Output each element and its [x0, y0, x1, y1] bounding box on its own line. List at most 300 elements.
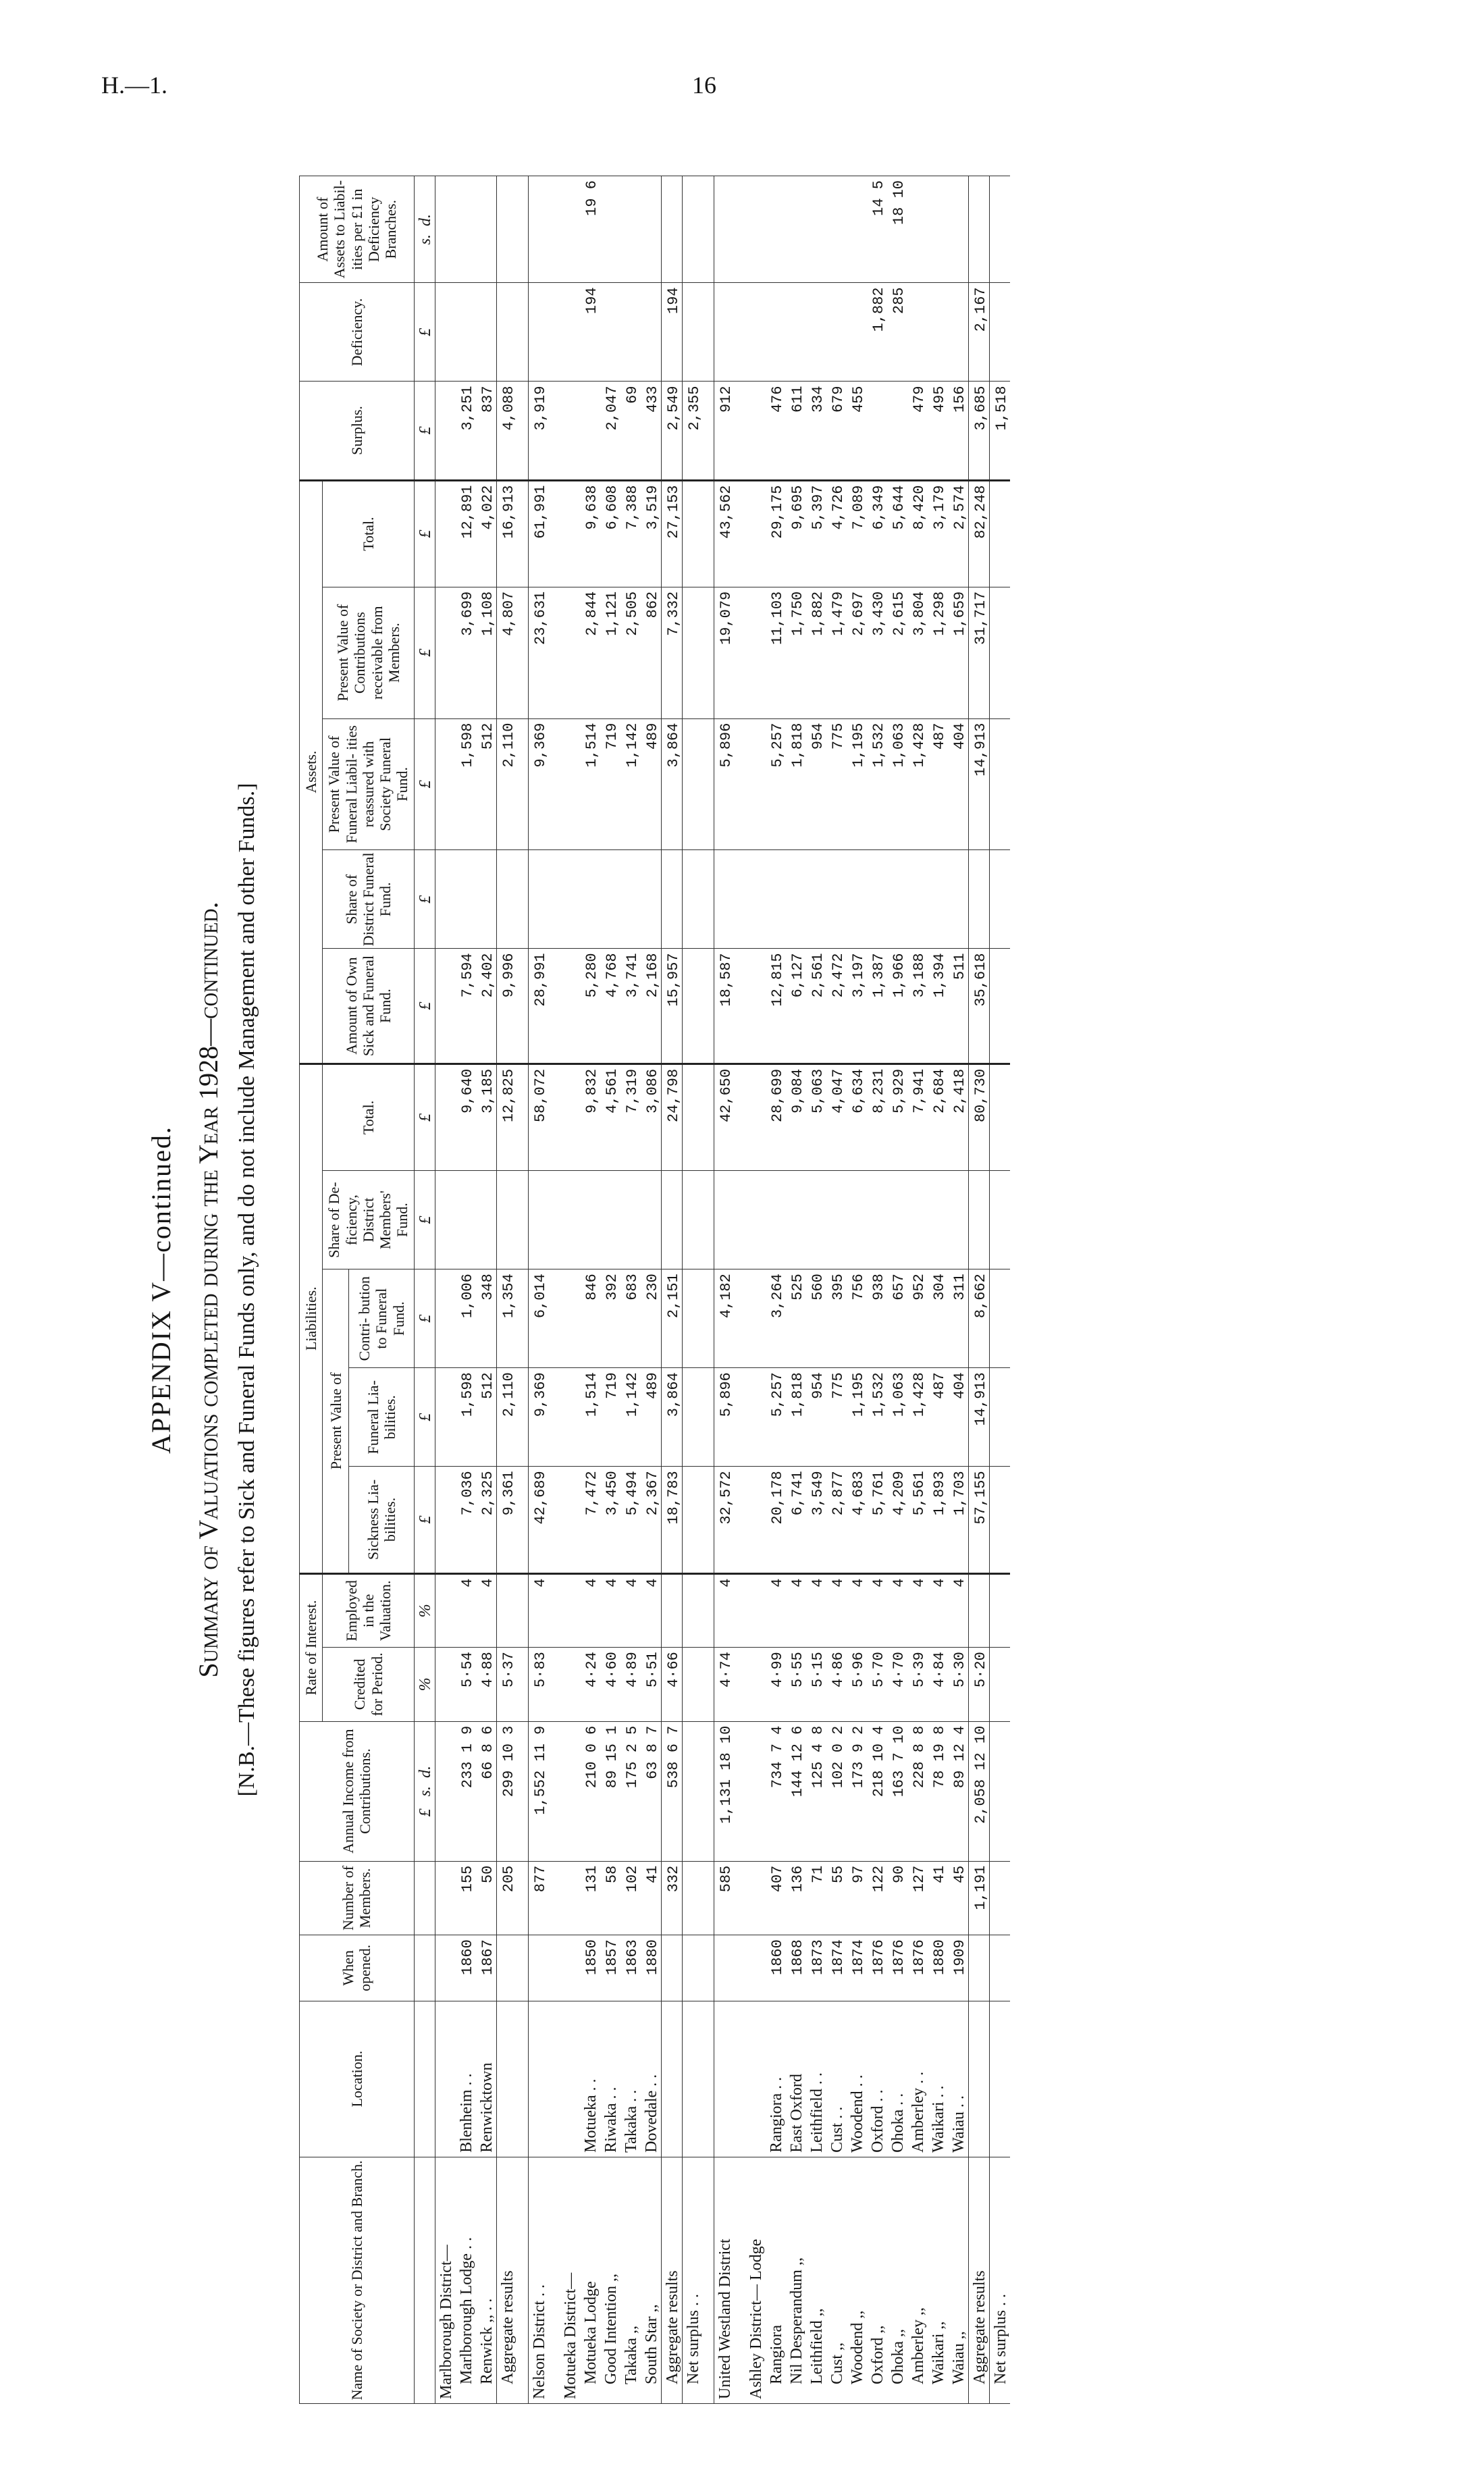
row-rate-employed: 4 — [928, 1573, 948, 1648]
col-funeral: Funeral Lia- bilities. — [349, 1368, 415, 1467]
row-surplus: 611 — [786, 382, 806, 480]
row-sickness: 5,761 — [867, 1467, 887, 1573]
spacer-cell — [549, 1368, 560, 1467]
spacer-cell — [703, 176, 714, 283]
spacer-cell — [549, 2001, 560, 2157]
row-members — [989, 1861, 1010, 1935]
row-rate-employed: 4 — [476, 1573, 497, 1648]
spacer-cell — [735, 382, 745, 480]
col-surplus: Surplus. — [300, 382, 415, 480]
row-pv-contrib: 3,699 — [456, 587, 476, 718]
row-assets-total: 5,397 — [806, 480, 826, 587]
unit-pound: £ — [414, 382, 435, 480]
row-rate-employed — [661, 1573, 682, 1648]
row-liab-total: 28,699 — [766, 1064, 786, 1170]
row-amount-funds: 3,741 — [620, 949, 641, 1064]
row-pv-contrib: 1,298 — [928, 587, 948, 718]
row-members: 407 — [766, 1861, 786, 1935]
row-share-deficiency — [907, 1171, 928, 1269]
row-pv-contrib: 3,430 — [867, 587, 887, 718]
row-surplus: 837 — [476, 382, 497, 480]
row-surplus: 433 — [641, 382, 662, 480]
row-sickness: 32,572 — [714, 1467, 735, 1573]
district-heading: Motueka District— — [560, 2157, 580, 2403]
row-rate-credited: 4·99 — [766, 1648, 786, 1722]
col-pv-funeral-assets: Present Value of Funeral Liabil- ities reassured with Society Funeral Fund. — [323, 718, 414, 850]
row-sickness: 18,783 — [661, 1467, 682, 1573]
row-deficiency-per-pound — [682, 176, 703, 283]
row-deficiency-per-pound — [620, 176, 641, 283]
empty-cell — [560, 1064, 580, 1170]
row-surplus: 3,251 — [456, 382, 476, 480]
district-heading-row — [745, 176, 766, 2404]
row-funeral: 1,514 — [580, 1368, 600, 1467]
row-funeral: 2,110 — [496, 1368, 517, 1467]
row-funeral: 9,369 — [528, 1368, 549, 1467]
row-pv-funeral: 1,532 — [867, 718, 887, 850]
table-row — [766, 176, 786, 2404]
spacer-cell — [517, 718, 529, 850]
row-liab-total: 5,929 — [887, 1064, 907, 1170]
empty-cell — [560, 949, 580, 1064]
table-row — [847, 176, 867, 2404]
row-deficiency-per-pound — [714, 176, 735, 283]
row-amount-funds: 15,957 — [661, 949, 682, 1064]
table-row — [887, 176, 907, 2404]
row-pv-funeral: 1,195 — [847, 718, 867, 850]
unit-pound: £ — [414, 480, 435, 587]
row-rate-employed: 4 — [867, 1573, 887, 1648]
spacer-cell — [549, 850, 560, 949]
row-income: 233 1 9 — [456, 1721, 476, 1861]
spacer-cell — [703, 1368, 714, 1467]
row-deficiency: 194 — [661, 283, 682, 382]
row-sickness: 1,893 — [928, 1467, 948, 1573]
row-deficiency — [528, 283, 549, 382]
row-sickness: 57,155 — [968, 1467, 989, 1573]
row-amount-funds: 2,168 — [641, 949, 662, 1064]
col-rate: Rate of Interest. — [300, 1573, 323, 1721]
row-rate-employed: 4 — [714, 1573, 735, 1648]
row-surplus: 3,685 — [968, 382, 989, 480]
row-liab-total: 42,650 — [714, 1064, 735, 1170]
row-location — [661, 2001, 682, 2157]
row-share-deficiency — [528, 1171, 549, 1269]
col-share-deficiency: Share of De- ficiency, District Members' Fund. — [323, 1171, 414, 1269]
row-location — [496, 2001, 517, 2157]
row-members: 332 — [661, 1861, 682, 1935]
row-rate-employed — [496, 1573, 517, 1648]
row-opened — [968, 1935, 989, 2001]
district-heading-row — [435, 176, 456, 2404]
row-members: 41 — [641, 1861, 662, 1935]
row-share-deficiency — [948, 1171, 969, 1269]
spacer-row — [703, 176, 714, 2404]
row-deficiency — [806, 283, 826, 382]
col-sickness: Sickness Lia- bilities. — [349, 1467, 415, 1573]
spacer-cell — [735, 480, 745, 587]
unit-sd: s. d. — [414, 176, 435, 283]
empty-cell — [745, 176, 766, 283]
unit-pound: £ — [414, 1171, 435, 1269]
spacer-cell — [549, 1064, 560, 1170]
row-pv-contrib: 1,750 — [786, 587, 806, 718]
spacer-cell — [549, 1573, 560, 1648]
row-deficiency — [948, 283, 969, 382]
row-name: Amberley ,, — [907, 2157, 928, 2403]
row-name: Aggregate results — [496, 2157, 517, 2403]
row-opened: 1876 — [907, 1935, 928, 2001]
row-surplus: 679 — [826, 382, 847, 480]
spacer-cell — [703, 2157, 714, 2403]
row-deficiency — [682, 283, 703, 382]
row-rate-credited: 5·15 — [806, 1648, 826, 1722]
spacer-cell — [703, 949, 714, 1064]
row-amount-funds: 3,197 — [847, 949, 867, 1064]
row-income: 734 7 4 — [766, 1721, 786, 1861]
spacer-cell — [735, 1935, 745, 2001]
row-location: Waiau . . — [948, 2001, 969, 2157]
row-deficiency-per-pound — [496, 176, 517, 283]
row-surplus — [867, 382, 887, 480]
row-funeral: 719 — [600, 1368, 620, 1467]
row-surplus: 476 — [766, 382, 786, 480]
row-amount-funds: 12,815 — [766, 949, 786, 1064]
row-deficiency: 194 — [580, 283, 600, 382]
spacer-cell — [735, 1064, 745, 1170]
row-sickness: 7,472 — [580, 1467, 600, 1573]
row-surplus: 2,047 — [600, 382, 620, 480]
row-deficiency — [600, 283, 620, 382]
table-titles — [145, 176, 280, 2404]
table-row — [907, 176, 928, 2404]
row-pv-contrib: 2,615 — [887, 587, 907, 718]
row-members — [682, 1861, 703, 1935]
spacer-cell — [703, 1064, 714, 1170]
row-deficiency — [766, 283, 786, 382]
row-pv-contrib: 7,332 — [661, 587, 682, 718]
spacer-cell — [549, 2157, 560, 2403]
spacer-cell — [735, 949, 745, 1064]
row-amount-funds — [989, 949, 1010, 1064]
row-contribution: 657 — [887, 1269, 907, 1368]
unit-pound: £ — [414, 949, 435, 1064]
row-opened: 1860 — [766, 1935, 786, 2001]
spacer-cell — [549, 1935, 560, 2001]
col-pv-contrib-assets: Present Value of Contributions receivable from Members. — [323, 587, 414, 718]
row-deficiency-per-pound: 14 5 — [867, 176, 887, 283]
row-pv-contrib: 1,121 — [600, 587, 620, 718]
empty-cell — [560, 283, 580, 382]
row-share-district — [766, 850, 786, 949]
row-location: Leithfield . . — [806, 2001, 826, 2157]
row-income: 173 9 2 — [847, 1721, 867, 1861]
row-funeral: 5,257 — [766, 1368, 786, 1467]
aggregate-row — [968, 176, 989, 2404]
row-rate-employed: 4 — [580, 1573, 600, 1648]
spacer-row — [735, 176, 745, 2404]
spacer-cell — [735, 1467, 745, 1573]
col-when-opened: When opened. — [300, 1935, 415, 2001]
row-deficiency-per-pound: 18 10 — [887, 176, 907, 283]
row-income: 78 19 8 — [928, 1721, 948, 1861]
row-assets-total: 7,388 — [620, 480, 641, 587]
empty-cell — [560, 176, 580, 283]
row-sickness: 5,561 — [907, 1467, 928, 1573]
table-row — [928, 176, 948, 2404]
empty-cell — [745, 1935, 766, 2001]
row-pv-funeral: 3,864 — [661, 718, 682, 850]
empty-cell — [435, 1721, 456, 1861]
empty-cell — [435, 718, 456, 850]
empty-cell — [745, 587, 766, 718]
row-pv-funeral — [682, 718, 703, 850]
row-location: Woodend . . — [847, 2001, 867, 2157]
row-location: Renwicktown — [476, 2001, 497, 2157]
row-contribution: 683 — [620, 1269, 641, 1368]
row-deficiency — [476, 283, 497, 382]
row-location — [968, 2001, 989, 2157]
col-liabilities: Liabilities. — [300, 1064, 323, 1573]
row-pv-funeral — [989, 718, 1010, 850]
unit-pound: £ — [414, 1368, 435, 1467]
row-pv-contrib: 31,717 — [968, 587, 989, 718]
row-rate-credited: 4·24 — [580, 1648, 600, 1722]
col-amount-funds: Amount of Own Sick and Funeral Fund. — [323, 949, 414, 1064]
row-assets-total: 61,991 — [528, 480, 549, 587]
row-name: Net surplus . . — [989, 2157, 1010, 2403]
empty-cell — [435, 949, 456, 1064]
spacer-cell — [703, 1935, 714, 2001]
row-location: Waikari . . — [928, 2001, 948, 2157]
row-opened: 1857 — [600, 1935, 620, 2001]
row-location: Amberley . . — [907, 2001, 928, 2157]
rotated-table-page — [145, 176, 1374, 2404]
row-rate-employed — [682, 1573, 703, 1648]
row-liab-total: 9,084 — [786, 1064, 806, 1170]
row-share-district — [847, 850, 867, 949]
spacer-cell — [703, 1171, 714, 1269]
spacer-cell — [735, 1573, 745, 1648]
row-rate-credited: 5·51 — [641, 1648, 662, 1722]
row-pv-funeral: 9,369 — [528, 718, 549, 850]
spacer-cell — [735, 1648, 745, 1722]
empty-cell — [745, 1573, 766, 1648]
empty-cell — [560, 850, 580, 949]
unit-pound: £ — [414, 1064, 435, 1170]
row-members: 155 — [456, 1861, 476, 1935]
row-name: Takaka ,, — [620, 2157, 641, 2403]
row-rate-credited: 5·20 — [968, 1648, 989, 1722]
col-rate-credited: Credited for Period. — [323, 1648, 414, 1722]
row-share-deficiency — [867, 1171, 887, 1269]
table-row — [580, 176, 600, 2404]
empty-cell — [435, 1861, 456, 1935]
col-location: Location. — [300, 2001, 415, 2157]
row-name: Motueka Lodge — [580, 2157, 600, 2403]
spacer-cell — [735, 1171, 745, 1269]
row-share-deficiency — [928, 1171, 948, 1269]
row-share-deficiency — [887, 1171, 907, 1269]
district-heading-row — [560, 176, 580, 2404]
empty-cell — [560, 1861, 580, 1935]
row-rate-credited: 5·70 — [867, 1648, 887, 1722]
spacer-cell — [703, 1467, 714, 1573]
row-assets-total: 82,248 — [968, 480, 989, 587]
table-row — [867, 176, 887, 2404]
row-pv-funeral: 1,428 — [907, 718, 928, 850]
row-rate-credited: 5·96 — [847, 1648, 867, 1722]
empty-cell — [435, 176, 456, 283]
row-share-district — [456, 850, 476, 949]
row-surplus: 69 — [620, 382, 641, 480]
row-amount-funds: 5,280 — [580, 949, 600, 1064]
row-liab-total: 58,072 — [528, 1064, 549, 1170]
row-opened: 1874 — [826, 1935, 847, 2001]
spacer-cell — [549, 283, 560, 382]
row-sickness: 2,367 — [641, 1467, 662, 1573]
empty-cell — [745, 283, 766, 382]
row-amount-funds: 7,594 — [456, 949, 476, 1064]
row-location — [989, 2001, 1010, 2157]
row-share-district — [786, 850, 806, 949]
empty-cell — [435, 283, 456, 382]
row-rate-credited: 4·86 — [826, 1648, 847, 1722]
row-pv-contrib: 19,079 — [714, 587, 735, 718]
row-pv-funeral: 512 — [476, 718, 497, 850]
empty-cell — [745, 1861, 766, 1935]
row-rate-credited: 4·70 — [887, 1648, 907, 1722]
row-location: Motueka . . — [580, 2001, 600, 2157]
row-surplus: 495 — [928, 382, 948, 480]
row-assets-total: 12,891 — [456, 480, 476, 587]
empty-cell — [745, 1467, 766, 1573]
row-surplus: 455 — [847, 382, 867, 480]
row-assets-total: 16,913 — [496, 480, 517, 587]
row-contribution: 756 — [847, 1269, 867, 1368]
row-rate-employed: 4 — [766, 1573, 786, 1648]
row-deficiency-per-pound — [786, 176, 806, 283]
row-amount-funds: 2,472 — [826, 949, 847, 1064]
row-location: Oxford . . — [867, 2001, 887, 2157]
spacer-cell — [703, 2001, 714, 2157]
row-sickness: 4,683 — [847, 1467, 867, 1573]
empty-cell — [560, 587, 580, 718]
row-income: 163 7 10 — [887, 1721, 907, 1861]
row-deficiency-per-pound — [826, 176, 847, 283]
spacer-cell — [517, 949, 529, 1064]
row-deficiency-per-pound — [928, 176, 948, 283]
col-share-district: Share of District Funeral Fund. — [323, 850, 414, 949]
row-contribution: 2,151 — [661, 1269, 682, 1368]
row-share-deficiency — [661, 1171, 682, 1269]
spacer-cell — [703, 1861, 714, 1935]
row-pv-contrib: 1,659 — [948, 587, 969, 718]
row-share-district — [682, 850, 703, 949]
row-share-district — [476, 850, 497, 949]
row-surplus: 1,518 — [989, 382, 1010, 480]
aggregate-row — [682, 176, 703, 2404]
row-share-deficiency — [620, 1171, 641, 1269]
page-number: 16 — [692, 72, 716, 99]
row-opened: 1874 — [847, 1935, 867, 2001]
row-income: 102 0 2 — [826, 1721, 847, 1861]
empty-cell — [560, 1648, 580, 1722]
spacer-cell — [735, 1368, 745, 1467]
row-deficiency — [989, 283, 1010, 382]
empty-cell — [745, 382, 766, 480]
row-liab-total: 4,047 — [826, 1064, 847, 1170]
row-liab-total: 3,086 — [641, 1064, 662, 1170]
row-amount-funds: 511 — [948, 949, 969, 1064]
row-liab-total — [989, 1064, 1010, 1170]
page-reference: H.—1. — [101, 72, 167, 99]
row-assets-total — [682, 480, 703, 587]
row-liab-total: 6,634 — [847, 1064, 867, 1170]
empty-cell — [435, 2001, 456, 2157]
row-pv-contrib: 2,844 — [580, 587, 600, 718]
aggregate-row — [989, 176, 1010, 2404]
spacer-cell — [549, 718, 560, 850]
row-assets-total: 9,695 — [786, 480, 806, 587]
row-members: 136 — [786, 1861, 806, 1935]
district-heading: Ashley District— Lodge — [745, 2157, 766, 2403]
row-deficiency — [456, 283, 476, 382]
row-pv-funeral: 719 — [600, 718, 620, 850]
empty-cell — [435, 1935, 456, 2001]
table-row — [641, 176, 662, 2404]
row-rate-employed: 4 — [641, 1573, 662, 1648]
row-members: 585 — [714, 1861, 735, 1935]
spacer-cell — [517, 1648, 529, 1722]
row-share-deficiency — [826, 1171, 847, 1269]
spacer-cell — [703, 1648, 714, 1722]
row-contribution: 8,662 — [968, 1269, 989, 1368]
row-pv-funeral: 775 — [826, 718, 847, 850]
row-name: Leithfield ,, — [806, 2157, 826, 2403]
row-contribution: 3,264 — [766, 1269, 786, 1368]
row-location: Takaka . . — [620, 2001, 641, 2157]
row-pv-contrib: 1,108 — [476, 587, 497, 718]
empty-cell — [560, 718, 580, 850]
empty-cell — [745, 718, 766, 850]
spacer-cell — [703, 1573, 714, 1648]
spacer-cell — [517, 1935, 529, 2001]
row-liab-total: 7,319 — [620, 1064, 641, 1170]
row-funeral: 1,428 — [907, 1368, 928, 1467]
spacer-cell — [703, 718, 714, 850]
row-amount-funds: 1,387 — [867, 949, 887, 1064]
empty-cell — [745, 1171, 766, 1269]
spacer-cell — [735, 2001, 745, 2157]
row-amount-funds: 9,996 — [496, 949, 517, 1064]
spacer-row — [549, 176, 560, 2404]
aggregate-row — [528, 176, 549, 2404]
row-contribution: 6,014 — [528, 1269, 549, 1368]
row-members: 131 — [580, 1861, 600, 1935]
row-share-district — [948, 850, 969, 949]
unit-pound: £ — [414, 283, 435, 382]
row-members: 55 — [826, 1861, 847, 1935]
row-share-district — [887, 850, 907, 949]
empty-cell — [560, 1171, 580, 1269]
spacer-cell — [549, 1171, 560, 1269]
row-deficiency-per-pound — [641, 176, 662, 283]
row-name: Aggregate results — [968, 2157, 989, 2403]
row-pv-funeral: 489 — [641, 718, 662, 850]
row-income — [989, 1721, 1010, 1861]
row-amount-funds: 2,561 — [806, 949, 826, 1064]
